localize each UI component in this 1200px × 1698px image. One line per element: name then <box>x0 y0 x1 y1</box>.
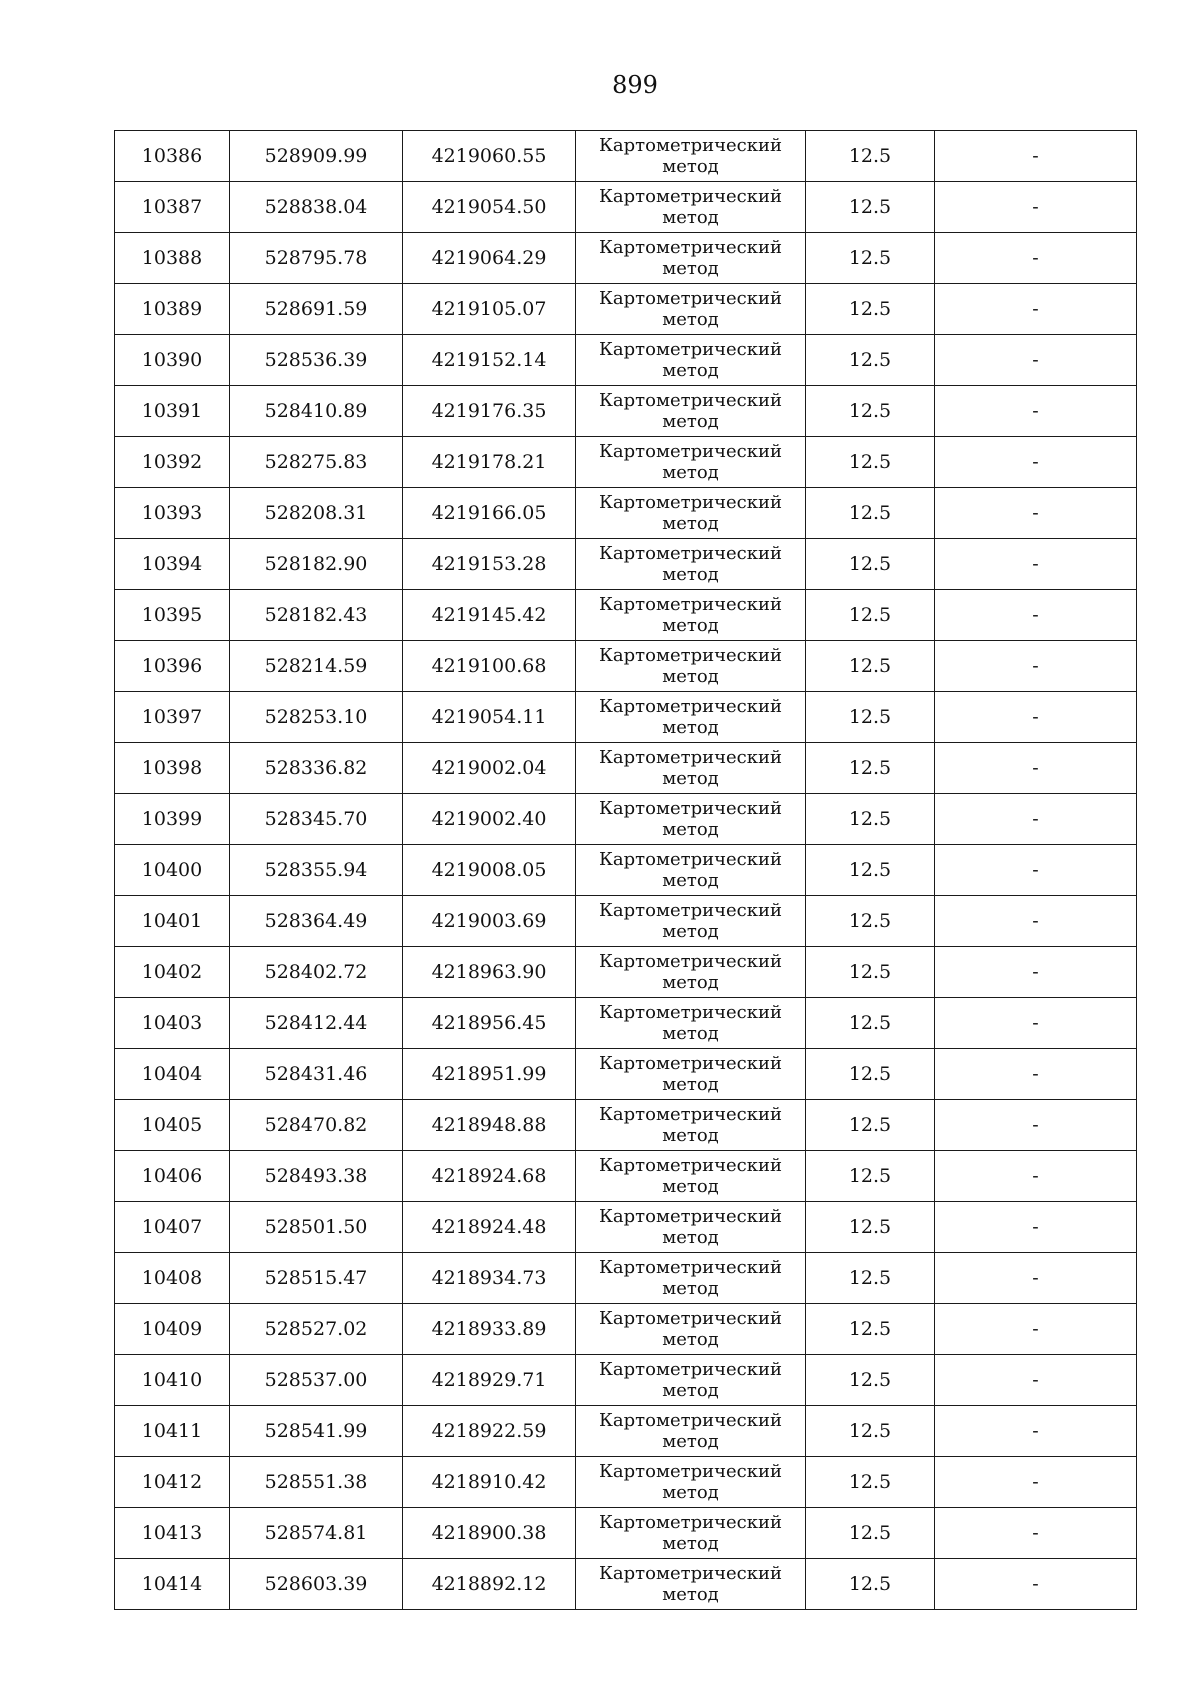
method-label-line1: Картометрический <box>599 237 782 258</box>
point-id-cell: 10395 <box>115 590 230 641</box>
method-label-line1: Картометрический <box>599 645 782 666</box>
x-coordinate-cell: 528431.46 <box>230 1049 403 1100</box>
point-id-cell: 10400 <box>115 845 230 896</box>
accuracy-cell: 12.5 <box>806 947 935 998</box>
note-cell: - <box>935 131 1137 182</box>
note-cell: - <box>935 947 1137 998</box>
method-label-line2: метод <box>662 1584 719 1605</box>
method-cell <box>576 131 806 182</box>
method-label-line2: метод <box>662 1278 719 1299</box>
y-coordinate-cell: 4219100.68 <box>403 641 576 692</box>
point-id-cell: 10397 <box>115 692 230 743</box>
table-row <box>115 1253 1137 1304</box>
page-number: 899 <box>612 71 658 99</box>
point-id-cell: 10406 <box>115 1151 230 1202</box>
method-label-line2: метод <box>662 1533 719 1554</box>
point-id-cell: 10390 <box>115 335 230 386</box>
note-cell: - <box>935 386 1137 437</box>
method-label-line2: метод <box>662 258 719 279</box>
method-label-line2: метод <box>662 768 719 789</box>
point-id-cell: 10404 <box>115 1049 230 1100</box>
point-id-cell: 10392 <box>115 437 230 488</box>
method-label-line1: Картометрический <box>599 1206 782 1227</box>
table-body <box>115 131 1137 1610</box>
method-label-line1: Картометрический <box>599 1002 782 1023</box>
table-row <box>115 1406 1137 1457</box>
table-row <box>115 1457 1137 1508</box>
note-cell: - <box>935 1559 1137 1610</box>
accuracy-cell: 12.5 <box>806 896 935 947</box>
method-cell <box>576 233 806 284</box>
x-coordinate-cell: 528470.82 <box>230 1100 403 1151</box>
y-coordinate-cell: 4219145.42 <box>403 590 576 641</box>
method-label-line2: метод <box>662 615 719 636</box>
method-label-line1: Картометрический <box>599 900 782 921</box>
accuracy-cell: 12.5 <box>806 743 935 794</box>
note-cell: - <box>935 1253 1137 1304</box>
method-label-line1: Картометрический <box>599 594 782 615</box>
method-label-line1: Картометрический <box>599 1257 782 1278</box>
point-id-cell: 10412 <box>115 1457 230 1508</box>
accuracy-cell: 12.5 <box>806 386 935 437</box>
point-id-cell: 10394 <box>115 539 230 590</box>
accuracy-cell: 12.5 <box>806 182 935 233</box>
point-id-cell: 10413 <box>115 1508 230 1559</box>
method-cell <box>576 794 806 845</box>
method-label-line1: Картометрический <box>599 441 782 462</box>
table-row <box>115 1559 1137 1610</box>
accuracy-cell: 12.5 <box>806 131 935 182</box>
accuracy-cell: 12.5 <box>806 335 935 386</box>
accuracy-cell: 12.5 <box>806 1457 935 1508</box>
note-cell: - <box>935 1457 1137 1508</box>
method-cell <box>576 641 806 692</box>
method-cell <box>576 386 806 437</box>
table-row <box>115 947 1137 998</box>
note-cell: - <box>935 1100 1137 1151</box>
accuracy-cell: 12.5 <box>806 845 935 896</box>
note-cell: - <box>935 692 1137 743</box>
x-coordinate-cell: 528795.78 <box>230 233 403 284</box>
method-label-line2: метод <box>662 972 719 993</box>
x-coordinate-cell: 528603.39 <box>230 1559 403 1610</box>
method-cell <box>576 182 806 233</box>
y-coordinate-cell: 4219054.50 <box>403 182 576 233</box>
point-id-cell: 10389 <box>115 284 230 335</box>
table-row <box>115 488 1137 539</box>
method-cell <box>576 1304 806 1355</box>
y-coordinate-cell: 4219064.29 <box>403 233 576 284</box>
x-coordinate-cell: 528345.70 <box>230 794 403 845</box>
y-coordinate-cell: 4219008.05 <box>403 845 576 896</box>
note-cell: - <box>935 539 1137 590</box>
accuracy-cell: 12.5 <box>806 1406 935 1457</box>
method-label-line2: метод <box>662 156 719 177</box>
method-label-line1: Картометрический <box>599 543 782 564</box>
method-label-line1: Картометрический <box>599 1563 782 1584</box>
point-id-cell: 10411 <box>115 1406 230 1457</box>
x-coordinate-cell: 528410.89 <box>230 386 403 437</box>
method-label-line2: метод <box>662 309 719 330</box>
accuracy-cell: 12.5 <box>806 1202 935 1253</box>
table-row <box>115 335 1137 386</box>
method-label-line1: Картометрический <box>599 747 782 768</box>
point-id-cell: 10396 <box>115 641 230 692</box>
x-coordinate-cell: 528909.99 <box>230 131 403 182</box>
note-cell: - <box>935 335 1137 386</box>
accuracy-cell: 12.5 <box>806 998 935 1049</box>
method-cell <box>576 1100 806 1151</box>
point-id-cell: 10387 <box>115 182 230 233</box>
note-cell: - <box>935 1508 1137 1559</box>
method-label-line2: метод <box>662 921 719 942</box>
method-label-line1: Картометрический <box>599 1053 782 1074</box>
method-label-line1: Картометрический <box>599 1308 782 1329</box>
x-coordinate-cell: 528275.83 <box>230 437 403 488</box>
method-label-line2: метод <box>662 564 719 585</box>
method-cell <box>576 1355 806 1406</box>
x-coordinate-cell: 528574.81 <box>230 1508 403 1559</box>
note-cell: - <box>935 1355 1137 1406</box>
method-label-line2: метод <box>662 1380 719 1401</box>
note-cell: - <box>935 794 1137 845</box>
accuracy-cell: 12.5 <box>806 1151 935 1202</box>
coordinates-table <box>114 130 1137 1610</box>
y-coordinate-cell: 4219166.05 <box>403 488 576 539</box>
method-cell <box>576 947 806 998</box>
note-cell: - <box>935 1049 1137 1100</box>
point-id-cell: 10388 <box>115 233 230 284</box>
note-cell: - <box>935 182 1137 233</box>
note-cell: - <box>935 743 1137 794</box>
y-coordinate-cell: 4218951.99 <box>403 1049 576 1100</box>
accuracy-cell: 12.5 <box>806 539 935 590</box>
method-cell <box>576 1202 806 1253</box>
method-label-line2: метод <box>662 1125 719 1146</box>
point-id-cell: 10409 <box>115 1304 230 1355</box>
method-label-line1: Картометрический <box>599 186 782 207</box>
x-coordinate-cell: 528541.99 <box>230 1406 403 1457</box>
point-id-cell: 10401 <box>115 896 230 947</box>
table-row <box>115 539 1137 590</box>
accuracy-cell: 12.5 <box>806 1049 935 1100</box>
table-row <box>115 1304 1137 1355</box>
table-row <box>115 998 1137 1049</box>
table-row <box>115 1049 1137 1100</box>
x-coordinate-cell: 528527.02 <box>230 1304 403 1355</box>
y-coordinate-cell: 4219153.28 <box>403 539 576 590</box>
method-cell <box>576 845 806 896</box>
method-label-line1: Картометрический <box>599 135 782 156</box>
x-coordinate-cell: 528214.59 <box>230 641 403 692</box>
accuracy-cell: 12.5 <box>806 692 935 743</box>
method-label-line2: метод <box>662 462 719 483</box>
y-coordinate-cell: 4219152.14 <box>403 335 576 386</box>
y-coordinate-cell: 4218892.12 <box>403 1559 576 1610</box>
point-id-cell: 10391 <box>115 386 230 437</box>
x-coordinate-cell: 528364.49 <box>230 896 403 947</box>
accuracy-cell: 12.5 <box>806 488 935 539</box>
note-cell: - <box>935 845 1137 896</box>
y-coordinate-cell: 4219003.69 <box>403 896 576 947</box>
table-row <box>115 437 1137 488</box>
method-label-line2: метод <box>662 717 719 738</box>
table-row <box>115 590 1137 641</box>
method-cell <box>576 284 806 335</box>
x-coordinate-cell: 528182.43 <box>230 590 403 641</box>
note-cell: - <box>935 590 1137 641</box>
table-row <box>115 692 1137 743</box>
accuracy-cell: 12.5 <box>806 1559 935 1610</box>
method-label-line2: метод <box>662 1023 719 1044</box>
method-label-line1: Картометрический <box>599 339 782 360</box>
x-coordinate-cell: 528551.38 <box>230 1457 403 1508</box>
y-coordinate-cell: 4218934.73 <box>403 1253 576 1304</box>
point-id-cell: 10393 <box>115 488 230 539</box>
x-coordinate-cell: 528536.39 <box>230 335 403 386</box>
method-cell <box>576 1253 806 1304</box>
table-row <box>115 131 1137 182</box>
method-label-line2: метод <box>662 207 719 228</box>
accuracy-cell: 12.5 <box>806 641 935 692</box>
note-cell: - <box>935 1406 1137 1457</box>
point-id-cell: 10410 <box>115 1355 230 1406</box>
x-coordinate-cell: 528355.94 <box>230 845 403 896</box>
y-coordinate-cell: 4218933.89 <box>403 1304 576 1355</box>
x-coordinate-cell: 528493.38 <box>230 1151 403 1202</box>
method-label-line1: Картометрический <box>599 951 782 972</box>
y-coordinate-cell: 4219060.55 <box>403 131 576 182</box>
y-coordinate-cell: 4219178.21 <box>403 437 576 488</box>
coordinates-table-container <box>114 130 1137 1610</box>
accuracy-cell: 12.5 <box>806 590 935 641</box>
point-id-cell: 10407 <box>115 1202 230 1253</box>
point-id-cell: 10386 <box>115 131 230 182</box>
y-coordinate-cell: 4219054.11 <box>403 692 576 743</box>
point-id-cell: 10398 <box>115 743 230 794</box>
table-row <box>115 386 1137 437</box>
table-row <box>115 284 1137 335</box>
point-id-cell: 10402 <box>115 947 230 998</box>
y-coordinate-cell: 4218956.45 <box>403 998 576 1049</box>
note-cell: - <box>935 1202 1137 1253</box>
method-cell <box>576 1406 806 1457</box>
table-row <box>115 794 1137 845</box>
method-label-line2: метод <box>662 360 719 381</box>
method-cell <box>576 896 806 947</box>
table-row <box>115 845 1137 896</box>
x-coordinate-cell: 528501.50 <box>230 1202 403 1253</box>
x-coordinate-cell: 528253.10 <box>230 692 403 743</box>
accuracy-cell: 12.5 <box>806 1253 935 1304</box>
method-cell <box>576 539 806 590</box>
method-label-line1: Картометрический <box>599 1461 782 1482</box>
x-coordinate-cell: 528336.82 <box>230 743 403 794</box>
table-row <box>115 233 1137 284</box>
method-label-line1: Картометрический <box>599 696 782 717</box>
method-label-line1: Картометрический <box>599 390 782 411</box>
method-label-line1: Картометрический <box>599 849 782 870</box>
table-row <box>115 896 1137 947</box>
accuracy-cell: 12.5 <box>806 437 935 488</box>
point-id-cell: 10408 <box>115 1253 230 1304</box>
method-cell <box>576 488 806 539</box>
table-row <box>115 1202 1137 1253</box>
point-id-cell: 10414 <box>115 1559 230 1610</box>
method-label-line1: Картометрический <box>599 492 782 513</box>
point-id-cell: 10405 <box>115 1100 230 1151</box>
method-cell <box>576 590 806 641</box>
method-label-line1: Картометрический <box>599 798 782 819</box>
method-label-line2: метод <box>662 1329 719 1350</box>
accuracy-cell: 12.5 <box>806 233 935 284</box>
method-label-line1: Картометрический <box>599 1155 782 1176</box>
table-row <box>115 1355 1137 1406</box>
method-label-line2: метод <box>662 1227 719 1248</box>
y-coordinate-cell: 4218948.88 <box>403 1100 576 1151</box>
accuracy-cell: 12.5 <box>806 794 935 845</box>
method-cell <box>576 1559 806 1610</box>
note-cell: - <box>935 233 1137 284</box>
accuracy-cell: 12.5 <box>806 1355 935 1406</box>
method-cell <box>576 437 806 488</box>
accuracy-cell: 12.5 <box>806 1100 935 1151</box>
y-coordinate-cell: 4218922.59 <box>403 1406 576 1457</box>
point-id-cell: 10399 <box>115 794 230 845</box>
method-label-line2: метод <box>662 870 719 891</box>
y-coordinate-cell: 4219176.35 <box>403 386 576 437</box>
method-label-line2: метод <box>662 666 719 687</box>
x-coordinate-cell: 528208.31 <box>230 488 403 539</box>
note-cell: - <box>935 437 1137 488</box>
x-coordinate-cell: 528515.47 <box>230 1253 403 1304</box>
y-coordinate-cell: 4219002.40 <box>403 794 576 845</box>
x-coordinate-cell: 528402.72 <box>230 947 403 998</box>
x-coordinate-cell: 528537.00 <box>230 1355 403 1406</box>
method-label-line2: метод <box>662 411 719 432</box>
method-label-line2: метод <box>662 1431 719 1452</box>
method-cell <box>576 1151 806 1202</box>
y-coordinate-cell: 4218963.90 <box>403 947 576 998</box>
method-label-line2: метод <box>662 819 719 840</box>
method-label-line2: метод <box>662 1074 719 1095</box>
method-cell <box>576 1049 806 1100</box>
note-cell: - <box>935 641 1137 692</box>
y-coordinate-cell: 4219002.04 <box>403 743 576 794</box>
table-row <box>115 1151 1137 1202</box>
method-label-line2: метод <box>662 1176 719 1197</box>
method-cell <box>576 1508 806 1559</box>
y-coordinate-cell: 4218924.68 <box>403 1151 576 1202</box>
table-row <box>115 1100 1137 1151</box>
method-label-line1: Картометрический <box>599 1359 782 1380</box>
method-cell <box>576 692 806 743</box>
x-coordinate-cell: 528838.04 <box>230 182 403 233</box>
table-row <box>115 182 1137 233</box>
x-coordinate-cell: 528412.44 <box>230 998 403 1049</box>
note-cell: - <box>935 284 1137 335</box>
y-coordinate-cell: 4218929.71 <box>403 1355 576 1406</box>
table-row <box>115 1508 1137 1559</box>
method-label-line1: Картометрический <box>599 1410 782 1431</box>
y-coordinate-cell: 4218924.48 <box>403 1202 576 1253</box>
table-row <box>115 743 1137 794</box>
method-label-line2: метод <box>662 1482 719 1503</box>
note-cell: - <box>935 1151 1137 1202</box>
method-cell <box>576 998 806 1049</box>
accuracy-cell: 12.5 <box>806 1508 935 1559</box>
method-label-line1: Картометрический <box>599 288 782 309</box>
method-label-line1: Картометрический <box>599 1104 782 1125</box>
x-coordinate-cell: 528691.59 <box>230 284 403 335</box>
accuracy-cell: 12.5 <box>806 1304 935 1355</box>
method-cell <box>576 743 806 794</box>
point-id-cell: 10403 <box>115 998 230 1049</box>
method-cell <box>576 1457 806 1508</box>
method-label-line1: Картометрический <box>599 1512 782 1533</box>
x-coordinate-cell: 528182.90 <box>230 539 403 590</box>
y-coordinate-cell: 4218910.42 <box>403 1457 576 1508</box>
note-cell: - <box>935 896 1137 947</box>
y-coordinate-cell: 4218900.38 <box>403 1508 576 1559</box>
accuracy-cell: 12.5 <box>806 284 935 335</box>
table-row <box>115 641 1137 692</box>
note-cell: - <box>935 1304 1137 1355</box>
note-cell: - <box>935 998 1137 1049</box>
note-cell: - <box>935 488 1137 539</box>
method-cell <box>576 335 806 386</box>
y-coordinate-cell: 4219105.07 <box>403 284 576 335</box>
method-label-line2: метод <box>662 513 719 534</box>
